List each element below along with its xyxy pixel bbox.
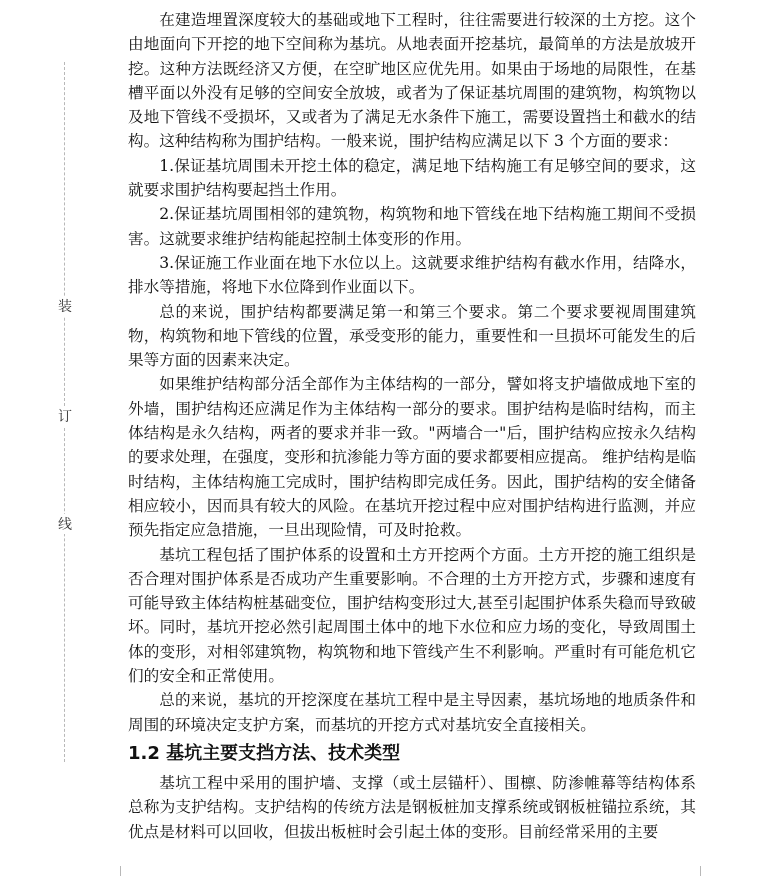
page-corner-mark-right	[700, 866, 711, 876]
paragraph-conclusion: 总的来说，基坑的开挖深度在基坑工程中是主导因素，基坑场地的地质条件和周围的环境决定支护方案，而基坑的开挖方式对基坑安全直接相关。	[128, 691, 696, 734]
requirement-item-2: 2.保证基坑周围相邻的建筑物，构筑物和地下管线在地下结构施工期间不受损害。这就要求维护结构能起控制土体变形的作用。	[128, 205, 696, 248]
binding-char-xian: 线	[57, 514, 73, 534]
requirement-item-3: 3.保证施工作业面在地下水位以上。这就要求维护结构有截水作用，结降水，排水等措施，将地下水位降到作业面以下。	[128, 253, 696, 297]
requirement-item-1: 1.保证基坑周围未开挖土体的稳定，满足地下结构施工有足够空间的要求，这就要求围护结构要起挡土作用。	[128, 156, 696, 200]
binding-char-ding: 订	[57, 406, 73, 426]
document-body	[128, 8, 696, 844]
section-heading: 1.2 基坑主要支挡方法、技术类型	[128, 742, 401, 764]
binding-char-zhuang: 装	[57, 296, 73, 316]
paragraph-summary: 总的来说，围护结构都要满足第一和第三个要求。第二个要求要视周围建筑物，构筑物和地下管线的位置，承受变形的能力，重要性和一旦损坏可能发生的后果等方面的因素来决定。	[128, 302, 696, 370]
paragraph-excavation: 基坑工程包括了围护体系的设置和土方开挖两个方面。土方开挖的施工组织是否合理对围护体系是否成功产生重要影响。不合理的土方开挖方式，步骤和速度有可能导致主体结构桩基础变位，围护结构变形过大,甚至引起围护体系失稳而导致破坏。同时，基坑开挖必然引起周围土体中的地下水位和应力场的变化，导致周围土体的变形，对相邻建筑物，构筑物和地下管线产生不利影响。严重时有可能危机它们的安全和正常使用。	[128, 545, 696, 686]
paragraph-support-structures: 基坑工程中采用的围护墙、支撑（或土层锚杆）、围檩、防渗帷幕等结构体系总称为支护结构。支护结构的传统方法是钢板桩加支撑系统或钢板桩锚拉系统，其优点是材料可以回收，但拔出板桩时会引起土体的变形。目前经常采用的主要	[128, 773, 696, 841]
paragraph-intro: 在建造埋置深度较大的基础或地下工程时，往往需要进行较深的土方挖。这个由地面向下开挖的地下空间称为基坑。从地表面开挖基坑，最简单的方法是放坡开挖。这种方法既经济又方便，在空旷地区应优先用。如果由于场地的局限性，在基槽平面以外没有足够的空间安全放坡，或者为了保证基坑周围的建筑物，构筑物以及地下管线不受损坏，又或者为了满足无水条件下施工，需要设置挡土和截水的结构。这种结构称为围护结构。一般来说，围护结构应满足以下 3 个方面的要求：	[128, 11, 696, 151]
page-corner-mark-left	[110, 866, 121, 876]
paragraph-permanent-structure: 如果维护结构部分活全部作为主体结构的一部分，譬如将支护墙做成地下室的外墙，围护结构还应满足作为主体结构一部分的要求。围护结构是临时结构，而主体结构是永久结构，两者的要求并非一致。"两墙合一"后，围护结构应按永久结构的要求处理，在强度，变形和抗渗能力等方面的要求都要相应提高。 维护结构是临时结构，主体结构施工完成时，围护结构即完成任务。因此，围护结构的安全储备相应较小，因而具有较大的风险。在基坑开挖过程中应对围护结构进行监测，并应预先指定应急措施，一旦出现险情，可及时抢救。	[128, 375, 696, 540]
